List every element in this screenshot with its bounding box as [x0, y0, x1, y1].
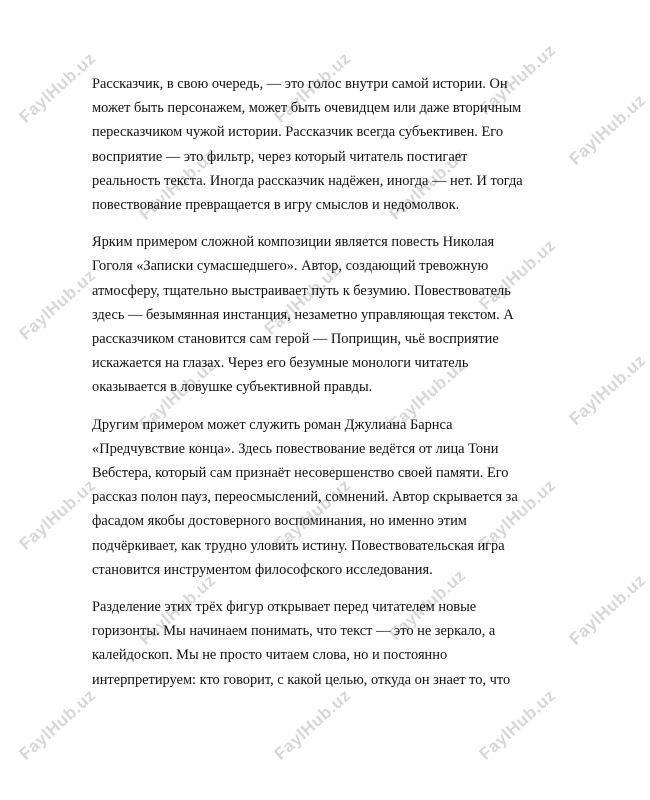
- watermark-text: FaylHub.uz: [385, 145, 470, 224]
- watermark-text: FaylHub.uz: [135, 570, 220, 649]
- text-line: Рассказчик, в свою очередь, — это голос внутри самой истории. Он: [92, 76, 508, 92]
- watermark-text: FaylHub.uz: [270, 685, 355, 764]
- text-line: повествование превращается в игру смыслов и недомолвок.: [92, 197, 460, 214]
- text-line: подчёркивает, как трудно уловить истину. Повествовательская игра: [92, 537, 505, 554]
- text-line: Вебстера, который сам признаёт несовершенство своей памяти. Его: [92, 465, 509, 482]
- watermark-text: FaylHub.uz: [475, 685, 560, 764]
- watermark-text: FaylHub.uz: [15, 48, 100, 127]
- watermark-text: FaylHub.uz: [135, 355, 220, 434]
- text-line: калейдоскоп. Мы не просто читаем слова, но и постоянно: [92, 647, 448, 664]
- text-line: реальность текста. Иногда рассказчик надёжен, иногда — нет. И тогда: [92, 172, 523, 189]
- watermark-text: FaylHub.uz: [270, 475, 355, 554]
- watermark-text: FaylHub.uz: [385, 355, 470, 434]
- text-line: искажается на глазах. Через его безумные монологи читатель: [92, 355, 469, 372]
- watermark-text: FaylHub.uz: [385, 565, 470, 644]
- watermark-text: FaylHub.uz: [475, 235, 560, 314]
- text-line: Гоголя «Записки сумасшедшего». Автор, создающий тревожную: [92, 258, 489, 275]
- watermark-text: FaylHub.uz: [475, 475, 560, 554]
- watermark-text: FaylHub.uz: [260, 260, 345, 339]
- text-line: оказывается в ловушке субъективной правды.: [92, 379, 373, 396]
- paragraph: [92, 72, 523, 217]
- text-line: Ярким примером сложной композиции является повесть Николая: [92, 234, 495, 251]
- watermark-text: FaylHub.uz: [270, 48, 355, 127]
- paragraph: [92, 595, 512, 692]
- text-line: восприятие — это фильтр, через который читатель постигает: [92, 148, 468, 165]
- watermark-text: FaylHub.uz: [135, 145, 220, 224]
- text-line: Разделение этих трёх фигур открывает перед читателем новые: [92, 599, 477, 616]
- text-line: горизонты. Мы начинаем понимать, что текст — это не зеркало, а: [92, 623, 496, 640]
- text-line: рассказ полон пауз, переосмыслений, сомнений. Автор скрывается за: [92, 489, 518, 506]
- watermark-text: FaylHub.uz: [475, 40, 560, 119]
- watermark-text: FaylHub.uz: [565, 350, 650, 429]
- watermark-text: FaylHub.uz: [565, 570, 650, 649]
- text-line: «Предчувствие конца». Здесь повествование ведётся от лица Тони: [92, 440, 499, 457]
- text-line: здесь — безымянная инстанция, незаметно управляющая текстом. А: [92, 306, 514, 323]
- text-line: может быть персонажем, может быть очевидцем или даже вторичным: [92, 100, 522, 117]
- text-line: рассказчиком становится сам герой — Поприщин, чьё восприятие: [92, 331, 499, 348]
- text-line: Другим примером может служить роман Джулиана Барнса: [92, 416, 453, 433]
- watermark-text: FaylHub.uz: [565, 90, 650, 169]
- text-line: пересказчиком чужой истории. Рассказчик всегда субъективен. Его: [92, 124, 504, 141]
- text-line: становится инструментом философского исследования.: [92, 561, 433, 578]
- paragraph: [92, 230, 512, 399]
- watermark-text: FaylHub.uz: [15, 685, 100, 764]
- watermark-text: FaylHub.uz: [15, 475, 100, 554]
- text-line: интерпретируем: кто говорит, с какой целью, откуда он знает то, что: [92, 671, 511, 688]
- text-line: фасадом якобы достоверного воспоминания, но именно этим: [92, 513, 467, 530]
- text-line: атмосферу, тщательно выстраивает путь к безумию. Повествователь: [92, 282, 511, 299]
- watermark-text: FaylHub.uz: [15, 265, 100, 344]
